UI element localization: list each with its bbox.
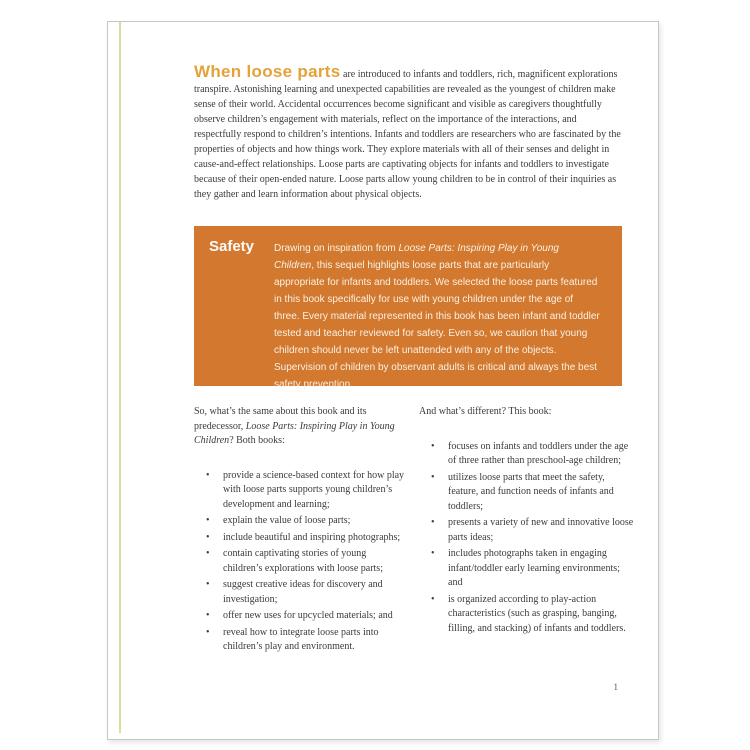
safety-label: Safety: [209, 238, 255, 255]
left-intro-rest: ? Both books:: [229, 435, 285, 446]
right-bullet-list: [419, 440, 634, 637]
safety-body-text: [274, 226, 622, 390]
list-item: • suggest creative ideas for discovery and investigation;: [206, 578, 406, 607]
left-column-same: [194, 405, 406, 657]
safety-text-rest: , this sequel highlights loose parts that are particularly appropriate for infants and toddlers. We selected the loose parts featured in this book specifically for use with young children under the age of three. Every material represented in this book has been infant and toddler tested and teacher reviewed for safety. Even so, we caution that young children should never be left unattended with any of the objects. Supervision of children by observant adults is critical and always the best safety prevention: [274, 260, 600, 390]
list-item: • explain the value of loose parts;: [206, 514, 406, 529]
list-item: • includes photographs taken in engaging infant/toddler early learning environments; and: [431, 547, 634, 591]
left-column-intro: [194, 405, 406, 449]
list-item: • contain captivating stories of young children’s explorations with loose parts;: [206, 547, 406, 576]
comparison-columns: [194, 405, 634, 657]
book-title-italic: Loose Parts: Inspiring Play in Young Children: [194, 420, 395, 446]
list-item: • offer new uses for upcycled materials; and: [206, 609, 406, 624]
left-intro-lead: So, what’s the same about this book and its predecessor,: [194, 406, 367, 432]
right-column-intro: And what’s different? This book:: [419, 406, 552, 417]
intro-body-text: are introduced to infants and toddlers, rich, magnificent explorations transpire. Astonishing learning and unexpected capabilities are revealed as the youngest of children make sense of their world. Accidental occurrences become significant and visible as caregivers thoughtfully observe children’s engagement with materials, reflect on the importance of the interactions, and respectfully respond to children’s intentions. Infants and toddlers are researchers who are fascinated by the properties of objects and how things work. They explore materials with all of their senses and delight in cause-and-effect relationships. Loose parts are captivating objects for infants and toddlers to investigate because of their open-ended nature. Loose parts allow young children to be in control of their inquiries as they gather and learn information about physical objects.: [194, 69, 621, 200]
list-item: • utilizes loose parts that meet the safety, feature, and function needs of infants and toddlers;: [431, 471, 634, 515]
list-item: • reveal how to integrate loose parts into children’s play and environment.: [206, 626, 406, 655]
right-column-different: [419, 405, 634, 657]
left-bullet-list: [194, 469, 406, 655]
list-item: • include beautiful and inspiring photographs;: [206, 531, 406, 546]
safety-callout-box: [194, 226, 622, 390]
list-item: • focuses on infants and toddlers under the age of three rather than preschool-age children;: [431, 440, 634, 469]
list-item: • presents a variety of new and innovative loose parts ideas;: [431, 516, 634, 545]
intro-paragraph: [194, 64, 622, 202]
list-item: • provide a science-based context for how play with loose parts supports young children’s development and learning;: [206, 469, 406, 513]
document-page: [107, 21, 659, 740]
list-item: • is organized according to play-action characteristics (such as grasping, banging, filling, and stacking) of infants and toddlers.: [431, 593, 634, 637]
accent-line: [119, 22, 121, 733]
page-number: 1: [613, 682, 618, 692]
intro-lead-heading: When loose parts: [194, 62, 341, 81]
safety-text-lead: Drawing on inspiration from: [274, 243, 399, 254]
book-title-italic: Loose Parts: Inspiring Play in Young Children: [274, 243, 559, 271]
